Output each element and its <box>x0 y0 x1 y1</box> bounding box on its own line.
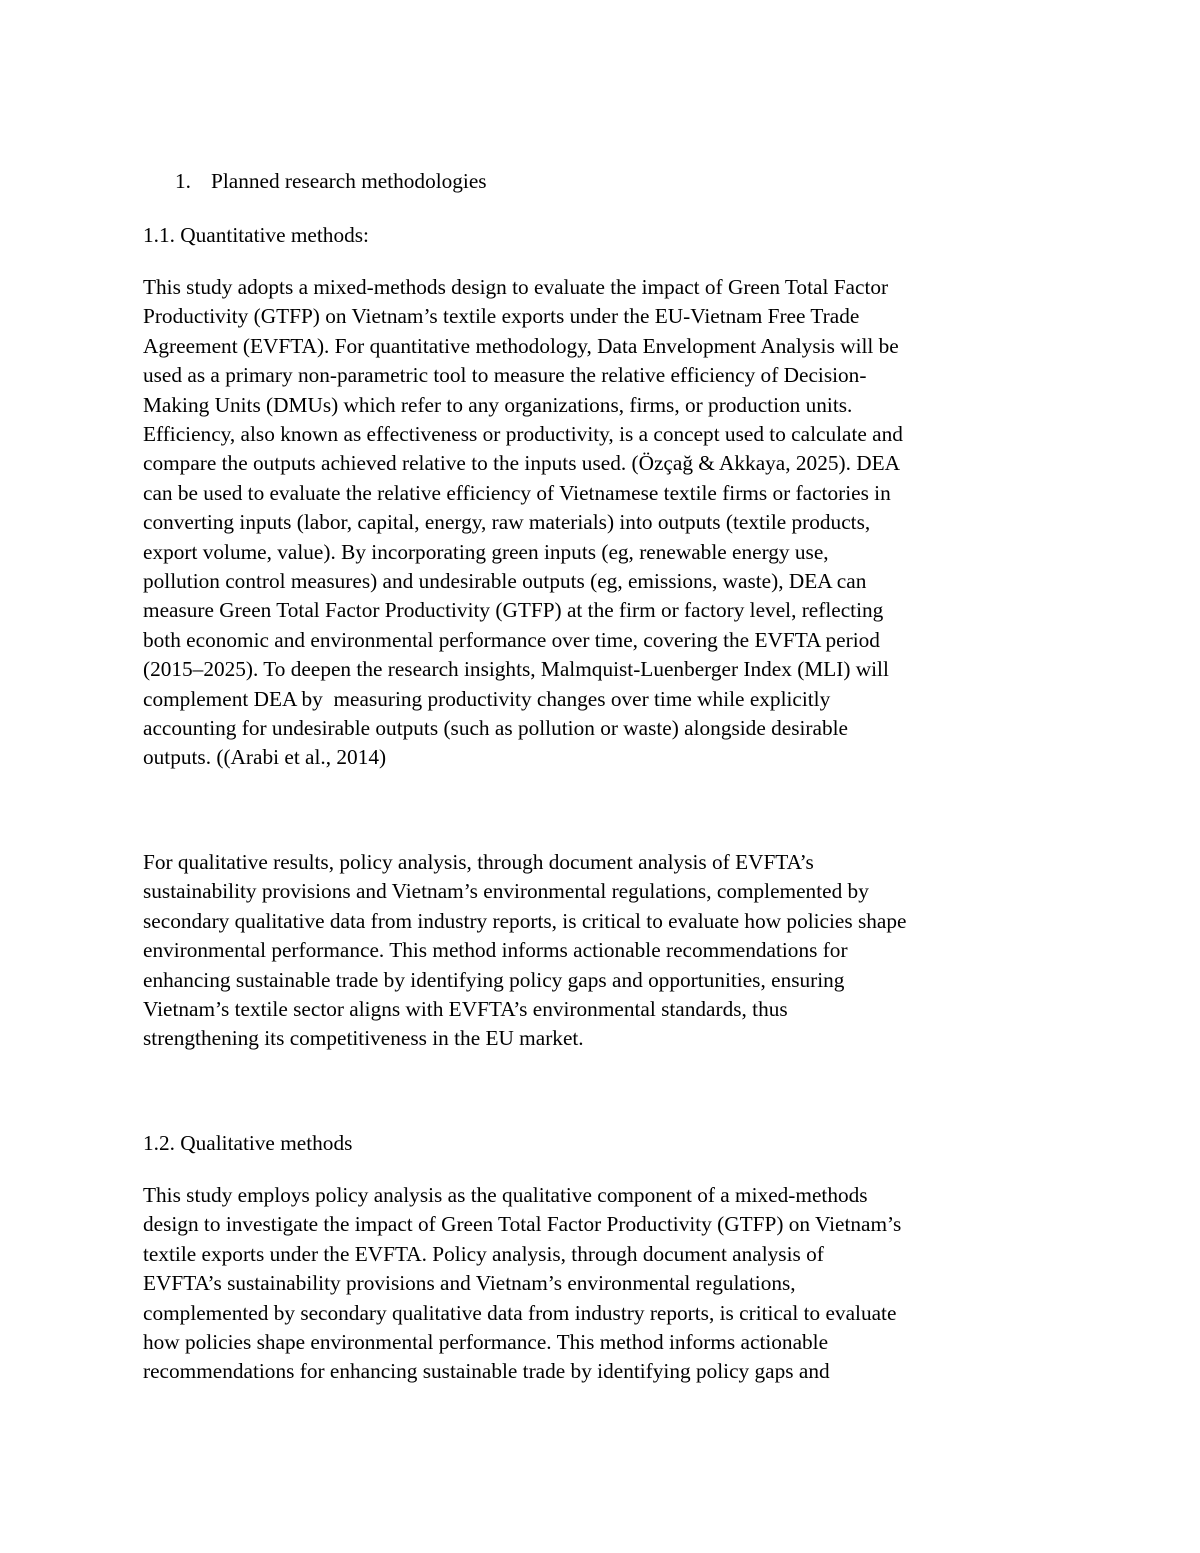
paragraph-line: For qualitative results, policy analysis, through document analysis of EVFTA’s <box>143 850 814 874</box>
paragraph-line: secondary qualitative data from industry reports, is critical to evaluate how policies shape <box>143 908 907 933</box>
paragraph-line: how policies shape environmental performance. This method informs actionable <box>143 1330 829 1354</box>
paragraph-line: textile exports under the EVFTA. Policy analysis, through document analysis of <box>143 1241 824 1266</box>
paragraph-line: Agreement (EVFTA). For quantitative methodology, Data Envelopment Analysis will be <box>143 333 899 358</box>
section-title: Planned research methodologies <box>211 169 487 193</box>
paragraph-line: complemented by secondary qualitative data from industry reports, is critical to evaluate <box>143 1300 897 1325</box>
subheading-qualitative: 1.2. Qualitative methods <box>143 1131 353 1155</box>
paragraph-line: sustainability provisions and Vietnam’s environmental regulations, complemented by <box>143 879 869 904</box>
paragraph-line: This study employs policy analysis as the qualitative component of a mixed-methods <box>143 1183 868 1207</box>
section-number: 1. <box>175 169 191 193</box>
paragraph-line: (2015–2025). To deepen the research insights, Malmquist-Luenberger Index (MLI) will <box>143 657 889 682</box>
paragraph-line: environmental performance. This method informs actionable recommendations for <box>143 938 848 963</box>
paragraph-line: design to investigate the impact of Green Total Factor Productivity (GTFP) on Vietnam’s <box>143 1212 902 1237</box>
paragraph-line: recommendations for enhancing sustainable trade by identifying policy gaps and <box>143 1359 830 1384</box>
paragraph-line: both economic and environmental performance over time, covering the EVFTA period <box>143 627 880 652</box>
paragraph-line: accounting for undesirable outputs (such as pollution or waste) alongside desirable <box>143 716 848 740</box>
subheading-quantitative: 1.1. Quantitative methods: <box>143 223 369 247</box>
paragraph-line: Making Units (DMUs) which refer to any organizations, firms, or production units. <box>143 392 853 417</box>
paragraph-line: This study adopts a mixed-methods design to evaluate the impact of Green Total Factor <box>143 275 889 299</box>
paragraph-line: pollution control measures) and undesirable outputs (eg, emissions, waste), DEA can <box>143 569 867 593</box>
paragraph-line: outputs. ((Arabi et al., 2014) <box>143 745 387 770</box>
paragraph-line: compare the outputs achieved relative to the inputs used. (Özçağ & Akkaya, 2025). DEA <box>143 451 900 476</box>
paragraph-line: Vietnam’s textile sector aligns with EVFTA’s environmental standards, thus <box>143 997 788 1021</box>
paragraph-line: Productivity (GTFP) on Vietnam’s textile exports under the EU-Vietnam Free Trade <box>143 304 860 329</box>
paragraph-line: used as a primary non-parametric tool to measure the relative efficiency of Decision- <box>143 363 867 388</box>
paragraph-line: export volume, value). By incorporating green inputs (eg, renewable energy use, <box>143 539 829 564</box>
paragraph-line: measure Green Total Factor Productivity (GTFP) at the firm or factory level, reflecting <box>143 598 884 623</box>
paragraph-line: Efficiency, also known as effectiveness or productivity, is a concept used to calculate and <box>143 422 903 446</box>
paragraph-line: can be used to evaluate the relative efficiency of Vietnamese textile firms or factories in <box>143 480 891 505</box>
paragraph-line: enhancing sustainable trade by identifying policy gaps and opportunities, ensuring <box>143 967 845 992</box>
paragraph-line: converting inputs (labor, capital, energy, raw materials) into outputs (textile products, <box>143 510 871 535</box>
paragraph-line: EVFTA’s sustainability provisions and Vietnam’s environmental regulations, <box>143 1271 796 1296</box>
paragraph-line: strengthening its competitiveness in the EU market. <box>143 1026 584 1051</box>
paragraph-line: complement DEA by measuring productivity changes over time while explicitly <box>143 686 831 711</box>
